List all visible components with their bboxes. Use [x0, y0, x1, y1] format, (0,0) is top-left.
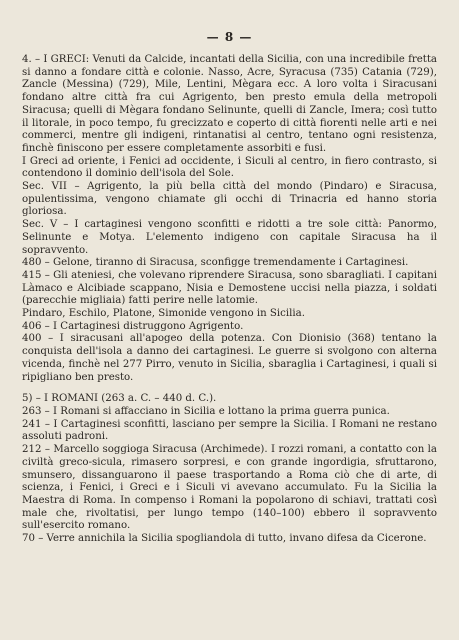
paragraph-263: 263 – I Romani si affacciano in Sicilia e lottano la prima guerra punica. [22, 405, 390, 417]
paragraph-480: 480 – Gelone, tiranno di Siracusa, sconfigge tremendamente i Cartaginesi. [22, 257, 409, 269]
paragraph-406: 406 – I Cartaginesi distruggono Agrigento. [22, 320, 244, 332]
paragraph-sec-vii: Sec. VII – Agrigento, la più bella città del mondo (Pindaro) e Siracusa, opulentissima, vengono chiamate gli occhi di Trinacria ed hanno storia gloriosa. [22, 181, 437, 218]
paragraph-400: 400 – I siracusani all'apogeo della potenza. Con Dionisio (368) tentano la conquista dell'isola a danno dei cartaginesi. Le guerre si svolgono con alterna vicenda, finchè nel 277 Pirro, venuto in Sicilia, sbaraglia i Cartaginesi, i quali si ripigliano ben presto. [22, 333, 437, 383]
paragraph-212: 212 – Marcello soggioga Siracusa (Archimede). I rozzi romani, a contatto con la civiltà greco-sicula, rimasero sorpresi, e con grande ingordigia, sfruttarono, smunsero, dissanguarono il paese trasportando a Roma ciò che di arte, di scienza, i Fenici, i Greci e i Siculi vi avevano accumulato. Fu la Sicilia la Maestra di Roma. In compenso i Romani la popolarono di schiavi, trattati così male che, rivoltatisi, per lungo tempo (140–100) ebbero il sopravvento sull'esercito romano. [22, 444, 437, 532]
paragraph-70: 70 – Verre annichila la Sicilia spogliandola di tutto, invano difesa da Cicerone. [22, 533, 427, 545]
paragraph-pindaro: Pindaro, Eschilo, Platone, Simonide vengono in Sicilia. [22, 308, 305, 320]
paragraph-415: 415 – Gli ateniesi, che volevano riprendere Siracusa, sono sbaragliati. I capitani Làmaco e Alcibiade scappano, Nisia e Demostene uccisi nella piazza, i soldati (parecchie migliaia) fatti perire nelle latomie. [22, 269, 437, 307]
section-heading-romani: 5) – I ROMANI (263 a. C. – 440 d. C.). [22, 393, 217, 405]
paragraph-241: 241 – I Cartaginesi sconfitti, lasciano per sempre la Sicilia. I Romani ne restano assoluti padroni. [22, 418, 437, 443]
paragraph-sec-v: Sec. V – I cartaginesi vengono sconfitti e ridotti a tre sole città: Panormo, Selinunte e Motya. L'elemento indigeno con capitale Siracusa ha il sopravvento. [22, 219, 437, 256]
paragraph-contrasto: I Greci ad oriente, i Fenici ad occidente, i Siculi al centro, in fiero contrasto, si contendono il dominio dell'isola del Sole. [22, 155, 437, 180]
paragraph-greci: 4. – I GRECI: Venuti da Calcide, incantati della Sicilia, con una incredibile fretta si danno a fondare città e colonie. Nasso, Acre, Syracusa (735) Catania (729), Zancle (Messina) (729), Mile, Lentini, Mègara ecc. A loro volta i Siracusani fondano altre città fra cui Agrigento, ben presto emula della metropoli Siracusa; quelli di Mègara fondano Selinunte, quelli di Zancle, Imera; così tutto il litorale, in poco tempo, fu grecizzato e coperto di città fiorenti nelle arti e nei commerci, mentre gli indigeni, rintanatisi al centro, tentano ogni resistenza, finchè finiscono per essere completamente assorbiti e fusi. [22, 54, 437, 154]
page-number: — 8 — [206, 30, 253, 44]
